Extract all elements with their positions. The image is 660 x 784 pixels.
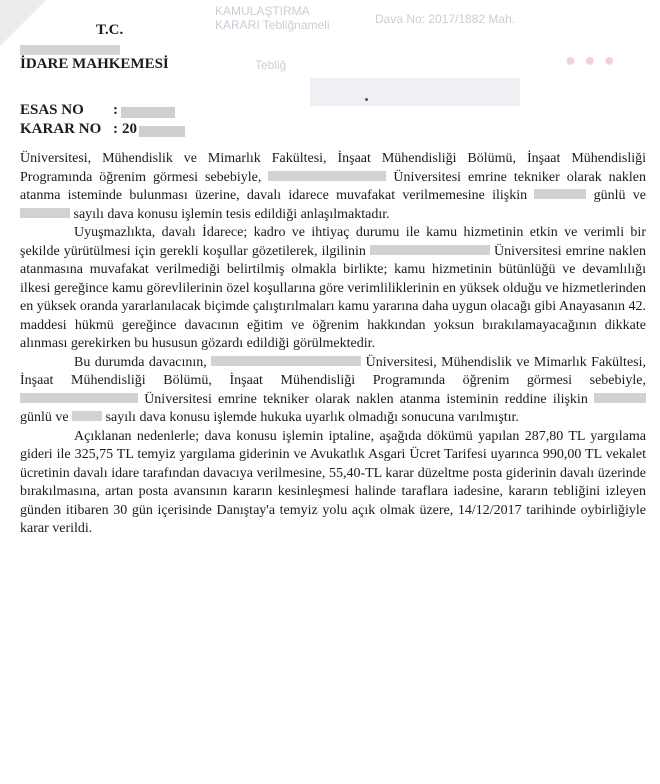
karar-no-redacted xyxy=(139,126,185,137)
p2-text-b: Üniversitesi emrine naklen atanmasına muvafakat verilmediği belirtilmiş olmakla birlikte; kamu hizmetinin bütünlüğü ve devamlılığı ilkesi gereğince kamu görevlilerinin özel koşullarına göre verimliliklerinin en yüksek olduğu ve hizmetlerinden en yüksek oranda yararlanılacak biçimde çalıştırılmaları kamu yararına daha uygun olacağı gibi Anayasanın 42. maddesi hükmü gereğince davacının eğitim ve öğrenim hakkından yoksun bırakılamayacağının dikkate alınması gerekirken bu hususun gözardı edildiği görülmektedir. xyxy=(20,243,646,351)
redacted-number xyxy=(20,208,70,218)
p1-text-d: sayılı dava konusu işlemin tesis edildiği anlaşılmaktadır. xyxy=(73,206,390,222)
paragraph-1 xyxy=(20,150,646,224)
decision-text xyxy=(20,150,646,539)
p3-text-d: günlü ve xyxy=(20,410,69,425)
bleed-line-1: KAMULAŞTIRMA xyxy=(215,4,310,18)
p1-text-b: Üniversitesi emrine tekniker olarak naklen atanma isteminde bulunması üzerine, davalı idarece muvafakat verilmemesine ilişkin xyxy=(20,169,646,203)
redacted-date xyxy=(594,393,646,403)
redacted-city xyxy=(20,45,120,55)
bleed-stamp: ● ● ● xyxy=(565,50,617,70)
court-name: İDARE MAHKEMESİ xyxy=(20,56,169,72)
folded-corner xyxy=(0,0,46,46)
bleed-line-2: KARARI Tebliğnameli xyxy=(215,18,330,32)
p1-text-a: Üniversitesi, Mühendislik ve Mimarlık Fakültesi, İnşaat Mühendisliği Bölümü, İnşaat Mühendisliği Programında öğrenim görmesi sebebiyle, xyxy=(20,151,646,185)
p1-text-c: günlü ve xyxy=(593,188,647,203)
bleed-line-3: Dava No: 2017/1882 Mah. xyxy=(375,12,516,26)
karar-no-label: KARAR NO xyxy=(20,121,102,137)
bleed-through-text xyxy=(215,4,660,114)
p3-text-b: Üniversitesi, Mühendislik ve Mimarlık Fakültesi, İnşaat Mühendisliği Bölümü, İnşaat Mühendisliği Programında öğrenim görmesi sebebiyle, xyxy=(20,354,647,388)
redacted-name xyxy=(211,356,361,366)
p3-text-c: Üniversitesi emrine tekniker olarak naklen atanma isteminin reddine ilişkin xyxy=(144,391,588,407)
paragraph-2 xyxy=(20,224,646,354)
redacted-university xyxy=(20,393,138,403)
p2-text-a: Uyuşmazlıkta, davalı İdarece; kadro ve ihtiyaç durumu ile kamu hizmetinin etkin ve verimli bir şekilde yürütülmesi için gerekli koşullar gözetilerek, ilgilinin xyxy=(20,225,646,259)
bleed-line-4: Tebliğ xyxy=(255,58,287,72)
redacted-date xyxy=(534,189,586,199)
bleed-block xyxy=(310,78,520,106)
esas-no-colon: : xyxy=(113,102,118,118)
ink-dot xyxy=(365,98,368,101)
karar-no-prefix: 20 xyxy=(122,121,137,137)
republic-header: T.C. xyxy=(96,22,124,38)
paragraph-3 xyxy=(20,354,646,428)
esas-no-redacted xyxy=(121,107,175,118)
redacted-university xyxy=(268,171,386,181)
p3-text-e: sayılı dava konusu işlemde hukuka uyarlık olmadığı sonucuna varılmıştır. xyxy=(105,410,519,425)
p3-text-a: Bu durumda davacının, xyxy=(74,354,207,370)
paragraph-4: Açıklanan nedenlerle; dava konusu işlemin iptaline, aşağıda dökümü yapılan 287,80 TL yargılama gideri ile 325,75 TL temyiz yargılama giderinin ve Avukatlık Asgari Ücret Tarifesi uyarınca 990,00 TL vekalet ücretinin davalı idare tarafından davacıya verilmesine, 55,40-TL karar düzeltme posta giderinin davalı üzerinde bırakılmasına, artan posta avansının kararın kesinleşmesi halinde taraflara iadesine, kararın tebliğini izleyen günden itibaren 30 gün içerisinde Danıştay'a temyiz yolu açık olmak üzere, 14/12/2017 tarihinde oybirliğiyle karar verildi. xyxy=(20,428,646,536)
redacted-number xyxy=(72,411,102,421)
esas-no-label: ESAS NO xyxy=(20,102,84,118)
karar-no-colon: : xyxy=(113,121,118,137)
redacted-name xyxy=(370,245,490,255)
